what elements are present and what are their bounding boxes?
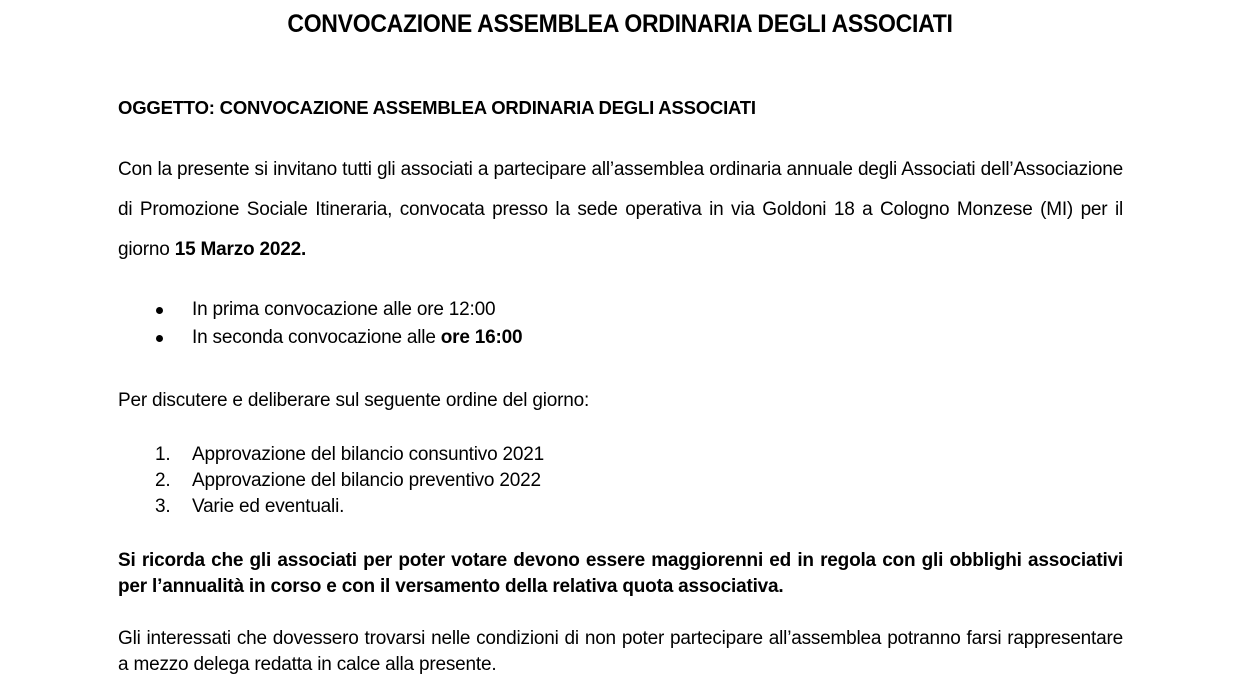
agenda-number: 2. — [155, 470, 171, 491]
convocation-text: In prima convocazione alle ore 12:00 — [192, 299, 496, 320]
list-item — [118, 324, 1123, 352]
convocation-list — [118, 296, 1123, 352]
agenda-number: 3. — [155, 496, 171, 517]
list-item — [118, 494, 1123, 520]
meeting-date: 15 Marzo 2022. — [174, 239, 307, 260]
reminder-paragraph: Si ricorda che gli associati per poter votare devono essere maggiorenni ed in regola con gli obblighi associativi per l’annualità in corso e con il versamento della relativa quota associativa. — [118, 550, 1123, 597]
subject-line: OGGETTO: CONVOCAZIONE ASSEMBLEA ORDINARIA DEGLI ASSOCIATI — [118, 97, 756, 118]
list-item — [118, 296, 1123, 324]
agenda-intro: Per discutere e deliberare sul seguente ordine del giorno: — [118, 390, 590, 411]
proxy-paragraph: Gli interessati che dovessero trovarsi nelle condizioni di non poter partecipare all’assemblea potranno farsi rappresentare a mezzo delega redatta in calce alla presente. — [118, 628, 1123, 675]
list-item — [118, 468, 1123, 494]
agenda-text: Approvazione del bilancio consuntivo 2021 — [192, 444, 544, 465]
convocation-time: ore 16:00 — [440, 327, 523, 348]
intro-paragraph — [118, 150, 1123, 270]
intro-text: Con la presente si invitano tutti gli associati a partecipare all’assemblea ordinaria annuale degli Associati dell’Associazione di Promozione Sociale Itineraria, convocata presso la sede operativa in via Goldoni 18 a Cologno Monzese (MI) per il giorno — [118, 159, 1123, 260]
agenda-text: Approvazione del bilancio preventivo 2022 — [192, 470, 541, 491]
agenda-number: 1. — [155, 444, 171, 465]
document-title: CONVOCAZIONE ASSEMBLEA ORDINARIA DEGLI ASSOCIATI — [287, 10, 953, 38]
convocation-text: In seconda convocazione alle — [192, 327, 441, 348]
bullet-icon — [156, 335, 163, 342]
agenda-list — [118, 442, 1123, 520]
list-item — [118, 442, 1123, 468]
agenda-text: Varie ed eventuali. — [192, 496, 345, 517]
bullet-icon — [156, 307, 163, 314]
